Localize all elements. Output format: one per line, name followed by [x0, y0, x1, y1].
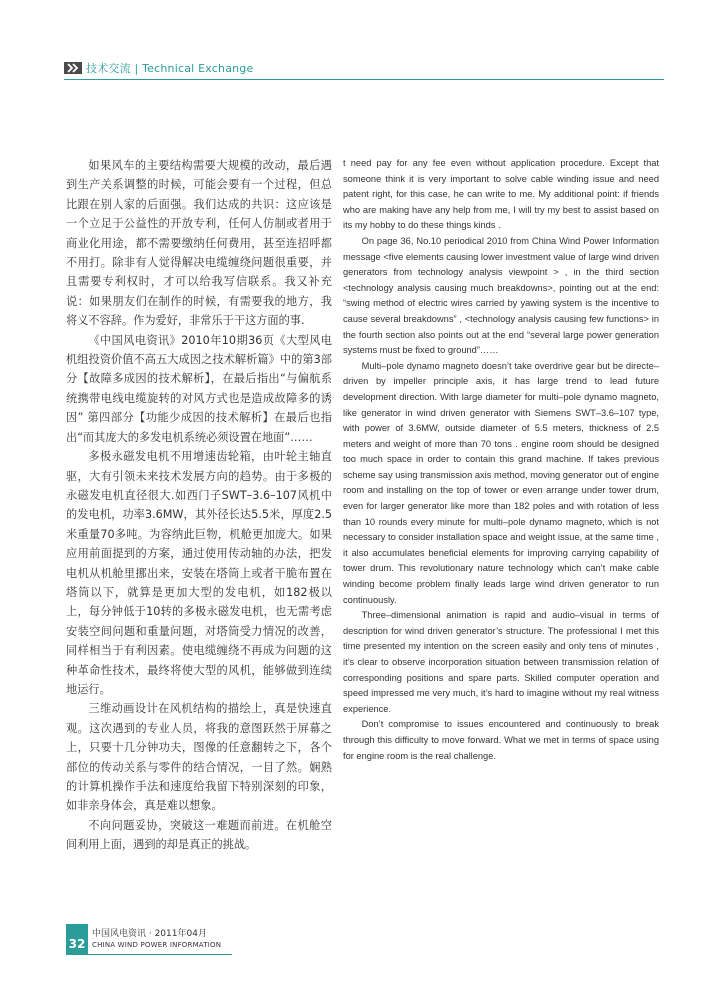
cn-paragraph: 《中国风电资讯》2010年10期36页《大型风电机组投资价值不高五大成因之技术解析篇》中的第3部分【故障多成因的技术解析】，在最后指出“与偏航系统携带电线电缆旋转的对风方式也是造成故障多的诱因” 第四部分【功能少成因的技术解析】在最后也指出“而其庞大的多发电机系统必须设置在地面”…… [66, 333, 332, 444]
en-paragraph: On page 36, No.10 periodical 2010 from China Wind Power Information message <five elements causing lower investment value of large wind driven generators from technology analysis viewpoint > , in the third section <technology analysis causing much breakdowns>, pointing out at the end: “swing method of electric wires carried by yawing system is the incentive to cause several breakdowns” , <technology analysis causing few functions> in the fourth section also points out at the end “several large power generation systems must be fixed to ground”…… [343, 235, 659, 356]
footer-magazine-info [92, 924, 221, 954]
cn-paragraph: 不向问题妥协，突破这一难题而前进。在机舱空间利用上面，遇到的却是真正的挑战。 [66, 818, 332, 852]
footer-magazine-en: CHINA WIND POWER INFORMATION [92, 941, 222, 949]
en-paragraph: Multi–pole dynamo magneto doesn’t take overdrive gear but be directe–driven by impeller principle axis, it has large trend to lead future development direction. With large diameter for multi–pole dynamo magneto, like generator in wind driven generator with Siemens SWT–3.6–107 type, with power of 3.6MW, outside diameter of 5.5 meters, thickness of 2.5 meters and weight of more than 70 tons . engine room should be designed too much space in order to contain this grand machine. If takes previous scheme say using transmission axis method, moving generator out of engine room and installing on the top of tower or even arrange under tower drum, even for larger generator like more than 182 poles and with rotation of less than 10 rounds every minute for multi–pole dynamo magneto, which is not necessary to consider installation space and weight issue, at the same time , it also accumulates beneficial elements for improving carrying capability of tower drum. This revolutionary nature technology which can’t make cable winding become problem finally leads large wind driven generator to run continuously. [343, 360, 659, 605]
footer-magazine-cn: 中国风电资讯 · 2011年04月 [92, 929, 207, 939]
footer-divider [66, 954, 232, 955]
page-number: 32 [66, 924, 88, 954]
cn-paragraph: 如果风车的主要结构需要大规模的改动，最后遇到生产关系调整的时候，可能会要有一个过程，但总比跟在别人家的后面强。我们达成的共识：这应该是一个立足于公益性的开放专利，任何人仿制或者用于商业化用途，都不需要缴纳任何费用，甚至连招呼都不用打。除非有人觉得解决电缆缠绕问题很重要，并且需要专利权时，才可以给我写信联系。我又补充说：如果朋友们在制作的时候，有需要我的地方，我将义不容辞。作为爱好，非常乐于干这方面的事. [66, 159, 332, 328]
section-title: 技术交流 | Technical Exchange [86, 62, 254, 75]
en-paragraph: Don’t compromise to issues encountered and continuously to break through this difficulty to move forward. What we met in terms of space using for engine room is the real challenge. [343, 719, 659, 761]
double-chevron-right-icon [64, 62, 82, 74]
header-divider [64, 79, 664, 80]
section-header [64, 60, 664, 76]
page-footer [66, 924, 221, 954]
cn-paragraph: 三维动画设计在风机结构的描绘上，真是快速直观。这次遇到的专业人员，将我的意图跃然于屏幕之上，只要十几分钟功夫，图像的任意翻转之下，各个部位的传动关系与零件的结合情况，一目了然。娴熟的计算机操作手法和速度给我留下特别深刻的印象，如非亲身体会，真是难以想象。 [66, 702, 332, 813]
english-article-column [343, 156, 659, 764]
en-paragraph: t need pay for any fee even without application procedure. Except that someone think it is very important to solve cable winding issue and need patent right, for this case, he can write to me. My additional point: if friends who are making have any help from me, I will try my best to assist based on its my hobby to do these things kinds . [343, 158, 659, 231]
chinese-article-column [66, 156, 332, 855]
cn-paragraph: 多极永磁发电机不用增速齿轮箱，由叶轮主轴直驱，大有引领未来技术发展方向的趋势。由于多极的永磁发电机直径很大.如西门子SWT–3.6–107风机中的发电机，功率3.6MW，其外径长达5.5米，厚度2.5米重量70多吨。为容纳此巨物，机舱更加庞大。如果应用前面提到的方案，通过使用传动轴的办法，把发电机从机舱里挪出来，安装在塔筒上或者干脆布置在塔筒以下，就算是更加大型的发电机，如182极以上，每分钟低于10转的多极永磁发电机，也无需考虑安装空间问题和重量问题，对塔筒受力情况的改善，同样相当于有利因素。使电缆缠绕不再成为问题的这种革命性技术，最终将使大型的风机，能够做到连续地运行。 [66, 450, 332, 696]
en-paragraph: Three–dimensional animation is rapid and audio–visual in terms of description for wind driven generator’s structure. The professional I met this time presented my intention on the screen easily and only tens of minutes , it’s clear to observe incorporation situation between transmission relation of corresponding positions and spare parts. Skilled computer operation and speed impressed me very much, it’s hard to imagine without my real witness experience. [343, 610, 659, 714]
